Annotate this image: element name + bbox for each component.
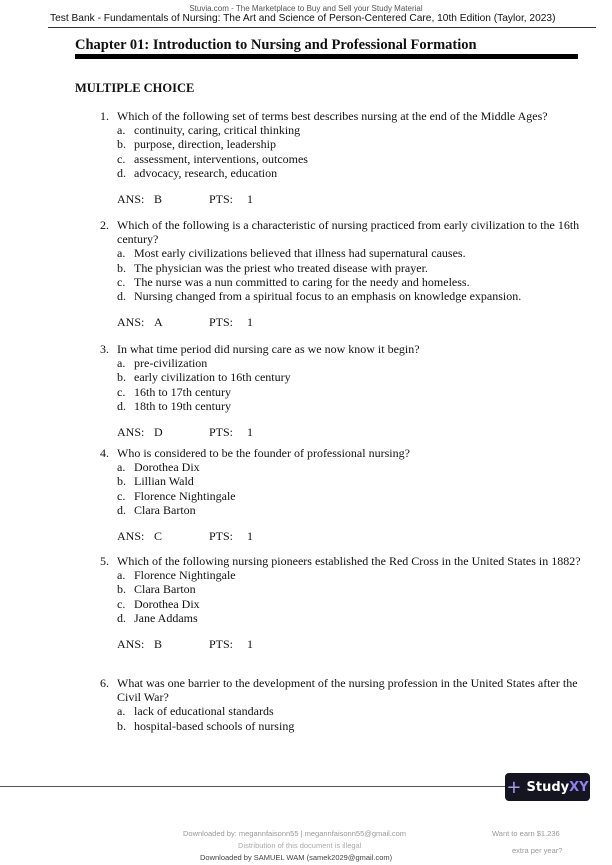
answer-option (117, 289, 590, 303)
option-text: pre-civilization (134, 356, 208, 371)
footer-rule (0, 786, 505, 787)
pts-label: PTS: (209, 192, 234, 207)
answer-option (117, 166, 590, 180)
question-number: 6. (100, 676, 109, 690)
question-stem: Which of the following is a characteristic of nursing practiced from early civilization to the 16th century? (117, 218, 580, 247)
option-text: Florence Nightingale (134, 568, 236, 583)
option-letter: c. (117, 384, 126, 399)
header-rule (48, 27, 596, 28)
answer-option (117, 370, 590, 384)
ans-value: B (154, 637, 163, 652)
answer-option (117, 275, 590, 289)
option-letter: b. (117, 718, 126, 733)
option-letter: a. (117, 460, 126, 475)
option-text: Dorothea Dix (134, 460, 200, 475)
question (100, 109, 590, 206)
option-text: hospital-based schools of nursing (134, 718, 295, 733)
answer-line (117, 529, 590, 543)
option-letter: d. (117, 502, 126, 517)
header-watermark: Stuvia.com - The Marketplace to Buy and Sell your Study Material (189, 4, 423, 13)
question (100, 218, 590, 329)
option-letter: b. (117, 370, 126, 385)
option-letter: d. (117, 398, 126, 413)
option-letter: d. (117, 165, 126, 180)
answer-line (117, 637, 590, 651)
option-text: The nurse was a nun committed to caring for the needy and homeless. (134, 274, 470, 289)
answer-line (117, 315, 590, 329)
answer-option (117, 503, 590, 517)
answer-option (117, 474, 590, 488)
option-letter: b. (117, 474, 126, 489)
answer-option (117, 704, 590, 718)
answer-option (117, 611, 590, 625)
chapter-title: Chapter 01: Introduction to Nursing and Professional Formation (75, 37, 477, 53)
option-text: assessment, interventions, outcomes (134, 151, 308, 166)
option-text: Nursing changed from a spiritual focus to an emphasis on knowledge expansion. (134, 289, 522, 304)
option-text: Most early civilizations believed that illness had supernatural causes. (134, 246, 466, 261)
option-text: purpose, direction, leadership (134, 137, 276, 152)
answer-option (117, 137, 590, 151)
pts-label: PTS: (209, 425, 234, 440)
answer-option (117, 261, 590, 275)
option-text: continuity, caring, critical thinking (134, 123, 301, 138)
option-letter: b. (117, 137, 126, 152)
plus-icon: + (506, 776, 522, 798)
option-text: Clara Barton (134, 582, 196, 597)
option-letter: a. (117, 123, 126, 138)
question-stem: Who is considered to be the founder of professional nursing? (117, 446, 410, 460)
option-text: early civilization to 16th century (134, 370, 291, 385)
footer-earn-line2: extra per year? (512, 846, 563, 855)
ans-label: ANS: (117, 637, 145, 652)
option-letter: b. (117, 260, 126, 275)
answer-option (117, 246, 590, 260)
answer-option (117, 123, 590, 137)
pts-value: 1 (247, 315, 253, 330)
option-text: Clara Barton (134, 502, 196, 517)
option-letter: a. (117, 568, 126, 583)
footer-earn-line1: Want to earn $1.236 (492, 829, 560, 838)
question (100, 554, 590, 651)
ans-label: ANS: (117, 529, 145, 544)
option-letter: c. (117, 151, 126, 166)
badge-brand: Study (526, 779, 570, 795)
footer-downloaded-by-2: Downloaded by SAMUEL WAM (samek2029@gmail.com) (200, 853, 393, 862)
ans-label: ANS: (117, 425, 145, 440)
answer-option (117, 399, 590, 413)
answer-option (117, 152, 590, 166)
ans-value: D (154, 425, 163, 440)
pts-label: PTS: (209, 529, 234, 544)
section-heading: MULTIPLE CHOICE (75, 81, 195, 95)
option-text: 18th to 19th century (134, 398, 231, 413)
answer-option (117, 719, 590, 733)
answer-option (117, 489, 590, 503)
option-letter: b. (117, 582, 126, 597)
studyxy-badge[interactable] (505, 773, 590, 801)
option-text: Jane Addams (134, 610, 198, 625)
option-letter: a. (117, 246, 126, 261)
answer-option (117, 460, 590, 474)
pts-value: 1 (247, 529, 253, 544)
footer-downloaded-by: Downloaded by: megannfaisonn55 | megannfaisonn55@gmail.com (183, 829, 407, 838)
pts-label: PTS: (209, 637, 234, 652)
option-text: The physician was the priest who treated disease with prayer. (134, 260, 428, 275)
pts-value: 1 (247, 192, 253, 207)
footer-distribution: Distribution of this document is illegal (238, 841, 362, 850)
option-letter: c. (117, 274, 126, 289)
question-number: 1. (100, 109, 109, 123)
question-stem: Which of the following set of terms best describes nursing at the end of the Middle Ages? (117, 109, 548, 123)
answer-option (117, 385, 590, 399)
badge-brand-accent: XY (569, 779, 589, 795)
option-letter: a. (117, 704, 126, 719)
option-text: Lillian Wald (134, 474, 194, 489)
option-letter: a. (117, 356, 126, 371)
pts-label: PTS: (209, 315, 234, 330)
answer-option (117, 356, 590, 370)
pts-value: 1 (247, 425, 253, 440)
question-stem: What was one barrier to the development of the nursing profession in the United States after the Civil War? (117, 676, 578, 705)
option-letter: d. (117, 610, 126, 625)
header-title: Test Bank - Fundamentals of Nursing: The Art and Science of Person-Centered Care, 10th Edition (Taylor, 2023) (50, 13, 556, 24)
question (100, 446, 590, 543)
question (100, 676, 590, 733)
question-number: 5. (100, 554, 109, 568)
question-stem: In what time period did nursing care as we now know it begin? (117, 342, 420, 356)
question-number: 4. (100, 446, 109, 460)
answer-option (117, 597, 590, 611)
answer-line (117, 192, 590, 206)
ans-label: ANS: (117, 192, 145, 207)
pts-value: 1 (247, 637, 253, 652)
ans-value: B (154, 192, 163, 207)
ans-label: ANS: (117, 315, 145, 330)
answer-option (117, 568, 590, 582)
ans-value: A (154, 315, 163, 330)
option-text: advocacy, research, education (134, 165, 278, 180)
option-letter: c. (117, 488, 126, 503)
question-number: 2. (100, 218, 109, 232)
option-letter: d. (117, 289, 126, 304)
answer-option (117, 582, 590, 596)
option-text: Florence Nightingale (134, 488, 236, 503)
question (100, 342, 590, 439)
ans-value: C (154, 529, 163, 544)
option-text: lack of educational standards (134, 704, 274, 719)
option-text: Dorothea Dix (134, 596, 200, 611)
answer-line (117, 425, 590, 439)
chapter-bar (75, 54, 578, 59)
question-number: 3. (100, 342, 109, 356)
question-stem: Which of the following nursing pioneers established the Red Cross in the United States in 1882? (117, 554, 581, 568)
option-text: 16th to 17th century (134, 384, 231, 399)
option-letter: c. (117, 596, 126, 611)
